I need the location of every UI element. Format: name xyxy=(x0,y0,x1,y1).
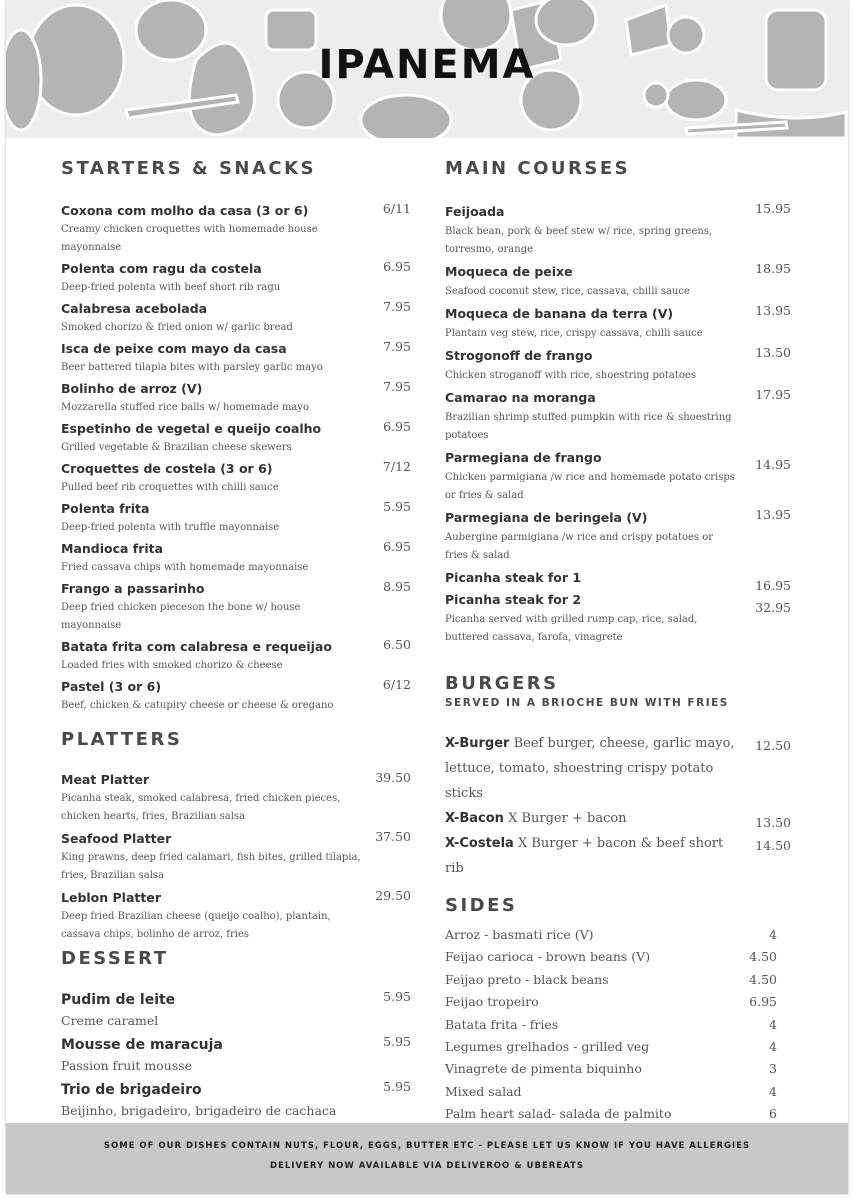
starters-item-desc: Deep-fried polenta with truffle mayonnaise xyxy=(61,522,280,533)
platters-item-name: Meat Platter xyxy=(61,772,150,787)
picanha-2-name: Picanha steak for 2 xyxy=(445,592,582,607)
mains-item-desc: Chicken stroganoff with rice, shoestring potatoes xyxy=(445,370,696,381)
starters-item xyxy=(61,539,411,577)
picanha-desc: Picanha served with grilled rump cap, rice, salad, buttered cassava, farofa, vinagrete xyxy=(445,614,698,643)
side-price: 4 xyxy=(769,1039,777,1055)
mains-item-desc: Seafood coconut stew, rice, cassava, chilli sauce xyxy=(445,286,690,297)
platters-list xyxy=(61,770,411,944)
picanha-item xyxy=(445,567,795,647)
burger-price: 14.50 xyxy=(755,838,791,853)
starters-item-price: 7/12 xyxy=(382,459,411,474)
burger-desc: Beef burger, cheese, garlic mayo, lettuce, tomato, shoestring crispy potato sticks xyxy=(445,736,735,801)
starters-item-name: Coxona com molho da casa (3 or 6) xyxy=(61,203,309,218)
side-price: 4.50 xyxy=(749,949,777,965)
restaurant-name: IPANEMA xyxy=(318,42,536,88)
sides-title: SIDES xyxy=(445,895,518,916)
delivery-notice: DELIVERY NOW AVAILABLE VIA DELIVEROO & UBEREATS xyxy=(270,1161,584,1171)
side-name: Feijao preto - black beans xyxy=(445,971,609,987)
burgers-title: BURGERS xyxy=(445,673,559,694)
burger-text xyxy=(445,806,740,831)
side-price: 4 xyxy=(769,927,777,942)
starters-item-desc: Creamy chicken croquettes with homemade house mayonnaise xyxy=(61,224,318,253)
starters-item-price: 7.95 xyxy=(383,299,411,314)
dessert-item-desc: Passion fruit mousse xyxy=(61,1058,192,1073)
starters-title: STARTERS & SNACKS xyxy=(61,158,317,179)
side-name: Palm heart salad- salada de palmito xyxy=(445,1106,672,1122)
starters-item-name: Polenta frita xyxy=(61,501,150,516)
dessert-item-price: 5.95 xyxy=(383,989,411,1004)
side-name: Legumes grelhados - grilled veg xyxy=(445,1039,650,1055)
mains-item-name: Moqueca de peixe xyxy=(445,264,573,279)
side-item xyxy=(445,1014,795,1036)
mains-item-price: 15.95 xyxy=(755,201,791,216)
starters-item-price: 8.95 xyxy=(383,579,411,594)
right-column xyxy=(445,158,795,1126)
dessert-item-name: Pudim de leite xyxy=(61,992,176,1008)
burgers-subtitle: SERVED IN A BRIOCHE BUN WITH FRIES xyxy=(445,697,729,709)
mains-item-price: 13.50 xyxy=(755,345,791,360)
side-name: Vinagrete de pimenta biquinho xyxy=(445,1061,642,1077)
burgers-list xyxy=(445,731,795,881)
starters-item-desc: Deep fried chicken pieceson the bone w/ house mayonnaise xyxy=(61,602,301,631)
starters-item xyxy=(61,419,411,457)
mains-item xyxy=(445,345,795,385)
dessert-item-name: Mousse de maracuja xyxy=(61,1037,223,1053)
starters-item-name: Isca de peixe com mayo da casa xyxy=(61,341,287,356)
side-price: 3 xyxy=(769,1061,777,1077)
side-price: 6.95 xyxy=(749,994,777,1010)
mains-item xyxy=(445,303,795,343)
mains-item-desc: Black bean, pork & beef stew w/ rice, spring greens, torresmo, orange xyxy=(445,226,713,255)
side-name: Mixed salad xyxy=(445,1083,522,1099)
starters-item-name: Frango a passarinho xyxy=(61,581,205,596)
dessert-item-price: 5.95 xyxy=(383,1034,411,1049)
starters-item-price: 6.95 xyxy=(383,419,411,434)
starters-item-name: Calabresa acebolada xyxy=(61,301,208,316)
burger-item xyxy=(445,806,795,831)
mains-item-price: 13.95 xyxy=(755,507,791,522)
starters-item xyxy=(61,379,411,417)
starters-item-desc: Smoked chorizo & fried onion w/ garlic bread xyxy=(61,322,293,333)
dessert-item-name: Trio de brigadeiro xyxy=(61,1082,202,1098)
starters-item-price: 6.95 xyxy=(383,259,411,274)
starters-item-price: 7.95 xyxy=(383,379,411,394)
mains-item-price: 14.95 xyxy=(755,457,791,472)
sides-list xyxy=(445,924,795,1126)
dessert-item xyxy=(61,1079,411,1121)
starters-item-price: 5.95 xyxy=(383,499,411,514)
platters-item-name: Seafood Platter xyxy=(61,831,172,846)
platters-title: PLATTERS xyxy=(61,729,183,750)
side-name: Feijao tropeiro xyxy=(445,994,539,1010)
platters-item-desc: Picanha steak, smoked calabresa, fried chicken pieces, chicken hearts, fries, Brazilian salsa xyxy=(61,793,341,822)
burger-desc: X Burger + bacon xyxy=(508,811,627,826)
picanha-1-price: 16.95 xyxy=(755,578,791,593)
side-item xyxy=(445,924,795,946)
picanha-1-name: Picanha steak for 1 xyxy=(445,570,582,585)
dessert-item-price: 5.95 xyxy=(383,1079,411,1094)
burger-item xyxy=(445,731,795,806)
mains-item-name: Parmegiana de frango xyxy=(445,450,602,465)
mains-item-desc: Brazilian shrimp stuffed pumpkin with rice & shoestring potatoes xyxy=(445,412,732,441)
starters-item-desc: Fried cassava chips with homemade mayonnaise xyxy=(61,562,309,573)
mains-item-name: Strogonoff de frango xyxy=(445,348,593,363)
starters-item-price: 6.95 xyxy=(383,539,411,554)
footer-notice xyxy=(6,1123,848,1194)
starters-item-name: Croquettes de costela (3 or 6) xyxy=(61,461,273,476)
burger-text xyxy=(445,731,740,806)
mains-item xyxy=(445,507,795,565)
starters-item xyxy=(61,499,411,537)
platters-item-desc: King prawns, deep fried calamari, fish bites, grilled tilapia, fries, Brazilian salsa xyxy=(61,852,361,881)
side-name: Arroz - basmati rice (V) xyxy=(445,927,594,942)
starters-item xyxy=(61,299,411,337)
starters-item xyxy=(61,677,411,715)
side-name: Feijao carioca - brown beans (V) xyxy=(445,949,651,965)
mains-item xyxy=(445,447,795,505)
dessert-item-desc: Creme caramel xyxy=(61,1013,159,1028)
mains-item xyxy=(445,261,795,301)
starters-item-price: 6/12 xyxy=(382,677,411,692)
starters-item xyxy=(61,201,411,257)
starters-item-desc: Mozzarella stuffed rice balls w/ homemade mayo xyxy=(61,402,309,413)
mains-item-price: 18.95 xyxy=(755,261,791,276)
side-item xyxy=(445,969,795,991)
mains-title: MAIN COURSES xyxy=(445,158,631,179)
starters-item xyxy=(61,459,411,497)
platters-item-desc: Deep fried Brazilian cheese (queijo coalho), plantain, cassava chips, bolinho de arroz, fries xyxy=(61,911,331,940)
mains-item-name: Moqueca de banana da terra (V) xyxy=(445,306,674,321)
dessert-list xyxy=(61,989,411,1121)
starters-list xyxy=(61,201,411,715)
platters-item-name: Leblon Platter xyxy=(61,890,161,905)
starters-item-name: Batata frita com calabresa e requeijao xyxy=(61,639,332,654)
side-item xyxy=(445,946,795,968)
starters-item xyxy=(61,339,411,377)
mains-item xyxy=(445,201,795,259)
mains-item-desc: Plantain veg stew, rice, crispy cassava, chilli sauce xyxy=(445,328,703,339)
side-item xyxy=(445,991,795,1013)
starters-item xyxy=(61,637,411,675)
mains-item-name: Parmegiana de beringela (V) xyxy=(445,510,648,525)
burger-price: 12.50 xyxy=(755,738,791,753)
platters-item xyxy=(61,829,411,885)
starters-item-name: Bolinho de arroz (V) xyxy=(61,381,203,396)
mains-item-name: Camarao na moranga xyxy=(445,390,596,405)
dessert-item xyxy=(61,989,411,1031)
dessert-title: DESSERT xyxy=(61,948,169,969)
mains-item-desc: Chicken parmigiana /w rice and homemade potato crisps or fries & salad xyxy=(445,472,735,501)
mains-list xyxy=(445,201,795,565)
side-item xyxy=(445,1081,795,1103)
starters-item-desc: Deep-fried polenta with beef short rib ragu xyxy=(61,282,281,293)
mains-item xyxy=(445,387,795,445)
starters-item-desc: Loaded fries with smoked chorizo & cheese xyxy=(61,660,283,671)
side-price: 4.50 xyxy=(749,971,777,987)
mains-item-price: 17.95 xyxy=(755,387,791,402)
mains-item-desc: Aubergine parmigiana /w rice and crispy potatoes or fries & salad xyxy=(445,532,714,561)
platters-item-price: 39.50 xyxy=(375,770,411,785)
burger-price: 13.50 xyxy=(755,815,791,830)
starters-item-desc: Grilled vegetable & Brazilian cheese skewers xyxy=(61,442,292,453)
burger-name: X-Costela xyxy=(445,836,514,851)
platters-item xyxy=(61,770,411,826)
burger-desc: X Burger + bacon & beef short rib xyxy=(445,836,724,876)
platters-item xyxy=(61,888,411,944)
platters-item-price: 37.50 xyxy=(375,829,411,844)
side-name: Batata frita - fries xyxy=(445,1016,559,1032)
starters-item-desc: Pulled beef rib croquettes with chilli sauce xyxy=(61,482,279,493)
burger-item xyxy=(445,831,795,881)
burger-name: X-Bacon xyxy=(445,811,504,826)
starters-item-desc: Beer battered tilapia bites with parsley garlic mayo xyxy=(61,362,323,373)
side-item xyxy=(445,1058,795,1080)
allergy-notice: SOME OF OUR DISHES CONTAIN NUTS, FLOUR, EGGS, BUTTER ETC - PLEASE LET US KNOW IF YOU HAVE ALLERGIES xyxy=(103,1141,751,1151)
starters-item-name: Pastel (3 or 6) xyxy=(61,679,162,694)
dessert-item-desc: Beijinho, brigadeiro, brigadeiro de cachaca xyxy=(61,1103,337,1118)
starters-item-price: 6.50 xyxy=(383,637,411,652)
starters-item-name: Polenta com ragu da costela xyxy=(61,261,262,276)
burger-text xyxy=(445,831,740,881)
starters-item-desc: Beef, chicken & catupiry cheese or cheese & oregano xyxy=(61,700,334,711)
dessert-item xyxy=(61,1034,411,1076)
mains-item-price: 13.95 xyxy=(755,303,791,318)
starters-item xyxy=(61,259,411,297)
burger-name: X-Burger xyxy=(445,736,510,751)
side-price: 6 xyxy=(769,1106,777,1122)
side-price: 4 xyxy=(769,1016,777,1032)
starters-item-name: Espetinho de vegetal e queijo coalho xyxy=(61,421,322,436)
platters-item-price: 29.50 xyxy=(375,888,411,903)
side-price: 4 xyxy=(769,1083,777,1099)
left-column xyxy=(61,158,411,1124)
picanha-2-price: 32.95 xyxy=(755,600,791,615)
starters-item-price: 7.95 xyxy=(383,339,411,354)
starters-item-price: 6/11 xyxy=(382,201,411,216)
starters-item xyxy=(61,579,411,635)
starters-item-name: Mandioca frita xyxy=(61,541,164,556)
mains-item-name: Feijoada xyxy=(445,204,505,219)
side-item xyxy=(445,1036,795,1058)
